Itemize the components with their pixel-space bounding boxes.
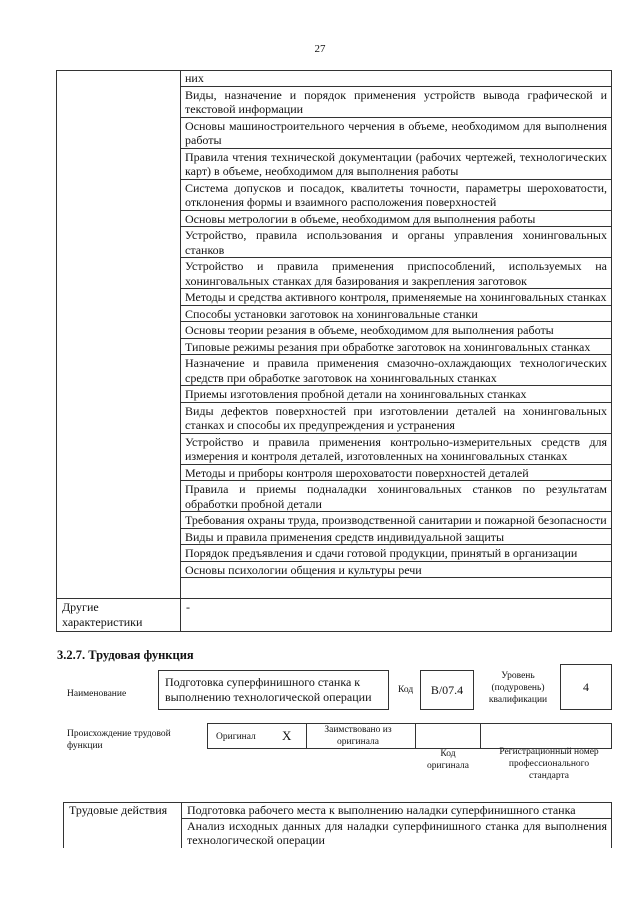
function-name-value: Подготовка суперфинишного станка к выполнению технологической операции (165, 675, 372, 704)
knowledge-row: Методы и средства активного контроля, применяемые на хонинговальных станках (180, 289, 612, 306)
table-bottom-border (56, 631, 612, 632)
origin-divider-2 (415, 724, 416, 748)
knowledge-row: Устройство и правила применения приспособлений, используемых на хонинговальных станках для базирования и закрепления заготовок (180, 258, 612, 289)
knowledge-row: Система допусков и посадок, квалитеты точности, параметры шероховатости, отклонения формы и взаимного расположения поверхностей (180, 180, 612, 211)
knowledge-row: Устройство и правила применения контрольно-измерительных средств для измерения и контроля деталей, изготовленных на хонинговальных станках (180, 434, 612, 465)
code-box (420, 670, 474, 710)
knowledge-row: Виды, назначение и порядок применения устройств вывода графической и текстовой информации (180, 87, 612, 118)
knowledge-table (56, 70, 612, 632)
origin-divider-1 (306, 724, 307, 748)
original-label: Оригинал (216, 732, 256, 742)
knowledge-row: Назначение и правила применения смазочно-охлаждающих технологических средств при обработке заготовок на хонинговальных станках (180, 355, 612, 386)
table-left-border (56, 70, 57, 632)
knowledge-row: Виды дефектов поверхностей при изготовлении деталей на хонинговальных станках и способы их предупреждения и устранения (180, 403, 612, 434)
knowledge-row: Основы психологии общения и культуры речи (180, 562, 612, 579)
la-right-border (611, 802, 612, 848)
knowledge-row: Виды и правила применения средств индивидуальной защиты (180, 529, 612, 546)
la-divider (181, 802, 182, 848)
labor-action-row-2: Анализ исходных данных для наладки суперфинишного станка для выполнения технологической операции (187, 819, 607, 847)
code-label: Код (398, 685, 414, 695)
section-title: 3.2.7. Трудовая функция (57, 648, 194, 662)
labor-action-row-1: Подготовка рабочего места к выполнению наладки суперфинишного станка (187, 803, 576, 817)
knowledge-row: Порядок предъявления и сдачи готовой продукции, принятый в организации (180, 545, 612, 562)
original-mark: X (282, 728, 292, 743)
knowledge-row: Устройство, правила использования и органы управления хонинговальных станков (180, 227, 612, 258)
reg-number-label: Регистрационный номер профессионального стандарта (499, 747, 599, 781)
other-characteristics-value: - (186, 600, 190, 614)
knowledge-row: Правила чтения технической документации (рабочих чертежей, технологических карт) в объеме, необходимом для выполнения работы (180, 149, 612, 180)
knowledge-row: Основы машиностроительного черчения в объеме, необходимом для выполнения работы (180, 118, 612, 149)
code-value: B/07.4 (430, 683, 464, 697)
origin-divider-3 (480, 724, 481, 748)
knowledge-row: Способы установки заготовок на хонинговальные станки (180, 306, 612, 323)
level-box (560, 664, 612, 710)
level-value: 4 (583, 680, 589, 694)
knowledge-list (180, 70, 612, 578)
other-row-top-border (56, 598, 612, 599)
knowledge-row: них (180, 70, 612, 87)
knowledge-row: Требования охраны труда, производственной санитарии и пожарной безопасности (180, 512, 612, 529)
code-original-label: Код оригинала (427, 749, 469, 771)
origin-label: Происхождение трудовой функции (67, 729, 171, 751)
knowledge-row: Основы теории резания в объеме, необходимом для выполнения работы (180, 322, 612, 339)
function-name-box (158, 670, 389, 710)
knowledge-row: Типовые режимы резания при обработке заготовок на хонинговальных станках (180, 339, 612, 356)
borrowed-label: Заимствовано из оригинала (324, 725, 392, 747)
level-label: Уровень (подуровень) квалификации (488, 671, 548, 705)
page-number: 27 (314, 43, 326, 55)
labor-actions-label: Трудовые действия (69, 803, 168, 817)
name-label: Наименование (67, 689, 127, 699)
knowledge-row: Основы метрологии в объеме, необходимом для выполнения работы (180, 211, 612, 228)
la-left-border (63, 802, 64, 848)
knowledge-row: Приемы изготовления пробной детали на хонинговальных станках (180, 386, 612, 403)
labor-actions-table (63, 802, 612, 848)
knowledge-row: Правила и приемы подналадки хонинговальных станков по результатам обработки пробной детали (180, 481, 612, 512)
other-characteristics-label: Другие характеристики (62, 600, 143, 629)
knowledge-row: Методы и приборы контроля шероховатости поверхностей деталей (180, 465, 612, 482)
